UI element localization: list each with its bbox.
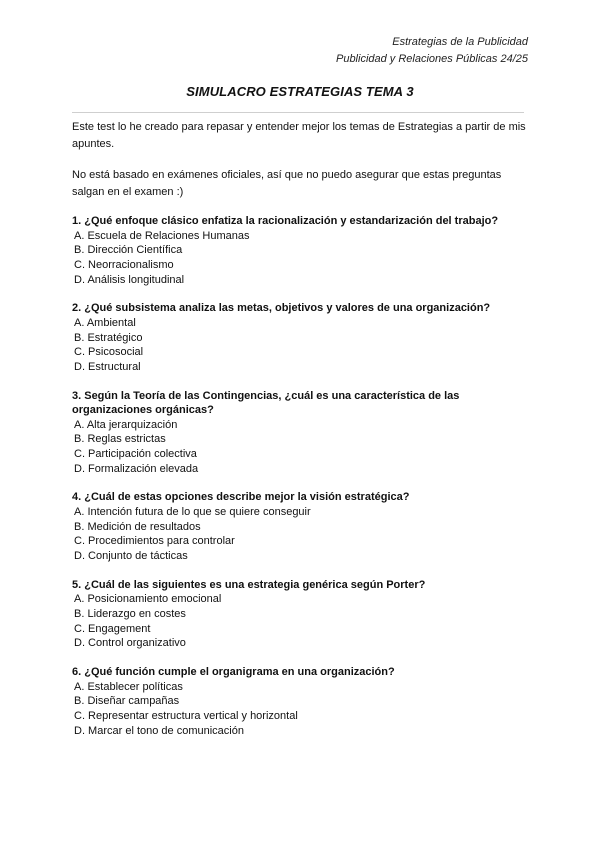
option-list — [72, 680, 528, 739]
intro — [72, 119, 528, 201]
option-c: C. Neorracionalismo — [74, 258, 174, 271]
option-list — [72, 592, 528, 651]
option-list — [72, 316, 528, 375]
option-d: D. Análisis longitudinal — [74, 273, 185, 286]
question-3 — [72, 389, 528, 477]
option-b: B. Liderazgo en costes — [74, 607, 186, 620]
header-course: Estrategias de la Publicidad — [392, 36, 528, 48]
option-b: B. Medición de resultados — [74, 520, 201, 533]
option-c: C. Representar estructura vertical y horizontal — [74, 709, 298, 722]
option-c: C. Participación colectiva — [74, 448, 197, 461]
option-b: B. Dirección Científica — [74, 244, 183, 257]
question-5 — [72, 578, 528, 651]
intro-paragraph: Este test lo he creado para repasar y entender mejor los temas de Estrategias a partir de mis apuntes. — [72, 121, 526, 150]
option-b: B. Estratégico — [74, 331, 143, 344]
question-text: 2. ¿Qué subsistema analiza las metas, objetivos y valores de una organización? — [72, 302, 491, 315]
document-header — [336, 34, 528, 68]
question-1 — [72, 214, 528, 287]
question-text: 1. ¿Qué enfoque clásico enfatiza la racionalización y estandarización del trabajo? — [72, 215, 499, 227]
option-a: A. Ambiental — [74, 316, 136, 329]
option-b: B. Diseñar campañas — [74, 695, 180, 708]
title-divider — [72, 112, 524, 113]
option-d: D. Control organizativo — [74, 637, 186, 650]
option-a: A. Intención futura de lo que se quiere conseguir — [74, 505, 311, 518]
intro-paragraph: No está basado en exámenes oficiales, así que no puedo asegurar que estas preguntas salgan en el examen :) — [72, 169, 502, 198]
option-b: B. Reglas estrictas — [74, 433, 166, 446]
option-list — [72, 229, 528, 288]
question-6 — [72, 665, 528, 738]
option-list — [72, 505, 528, 564]
question-2 — [72, 301, 528, 374]
question-text: 4. ¿Cuál de estas opciones describe mejor la visión estratégica? — [72, 491, 410, 504]
option-c: C. Psicosocial — [74, 346, 144, 359]
option-d: D. Marcar el tono de comunicación — [74, 724, 244, 737]
document-body — [72, 119, 528, 752]
option-d: D. Estructural — [74, 360, 141, 373]
question-4 — [72, 490, 528, 563]
header-program: Publicidad y Relaciones Públicas 24/25 — [335, 53, 528, 65]
option-list — [72, 418, 528, 477]
option-d: D. Conjunto de tácticas — [74, 550, 188, 563]
option-a: A. Alta jerarquización — [74, 418, 178, 431]
page-title: SIMULACRO ESTRATEGIAS TEMA 3 — [186, 84, 414, 99]
option-c: C. Procedimientos para controlar — [74, 535, 235, 548]
option-a: A. Posicionamiento emocional — [74, 593, 222, 606]
option-c: C. Engagement — [74, 622, 151, 635]
option-d: D. Formalización elevada — [74, 462, 199, 475]
question-text: 5. ¿Cuál de las siguientes es una estrategia genérica según Porter? — [72, 578, 426, 591]
option-a: A. Escuela de Relaciones Humanas — [74, 229, 250, 242]
option-a: A. Establecer políticas — [74, 680, 183, 693]
question-text: 3. Según la Teoría de las Contingencias, ¿cuál es una característica de las organizaciones orgánicas? — [72, 389, 460, 417]
question-text: 6. ¿Qué función cumple el organigrama en una organización? — [72, 666, 395, 679]
